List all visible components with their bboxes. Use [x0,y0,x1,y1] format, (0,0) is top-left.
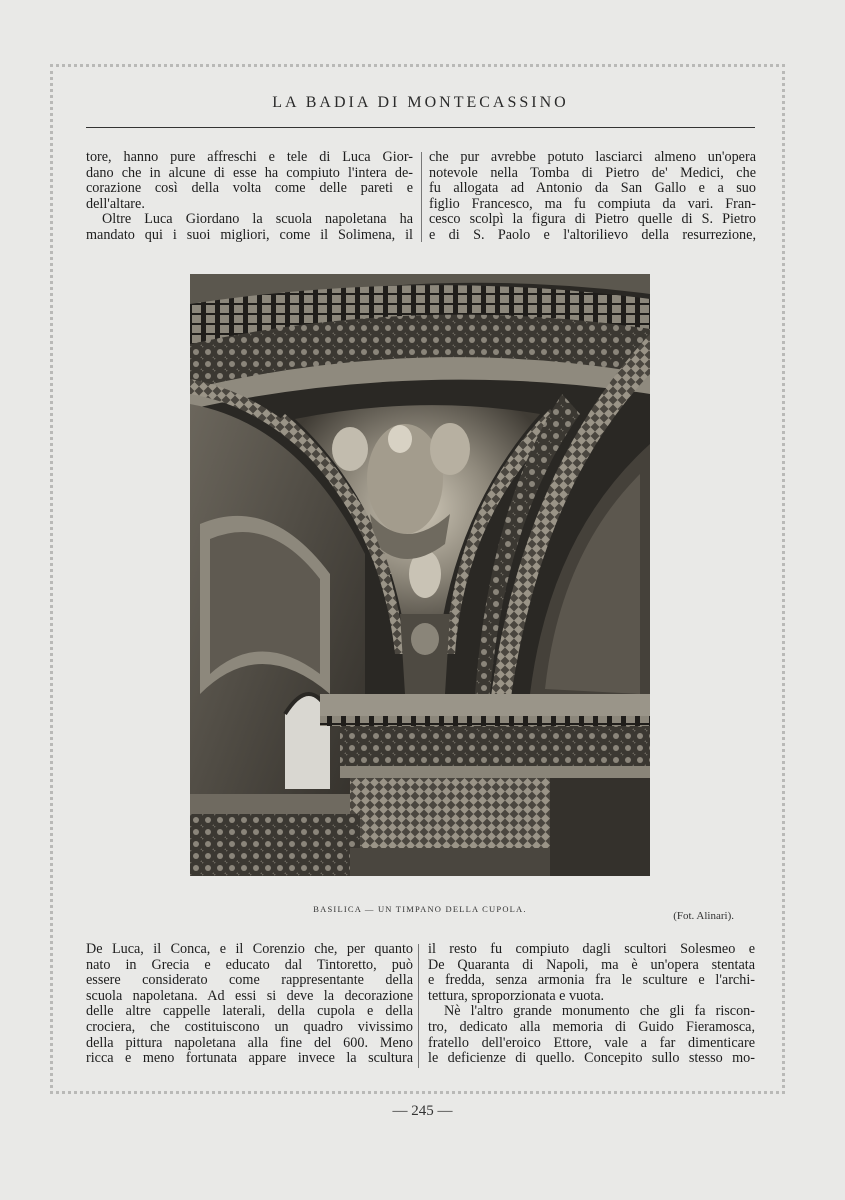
text-line: Nè l'altro grande monumento che gli fa riscon- [444,1003,755,1020]
text-line: scuola napoletana. Ad essi si deve la decorazione [86,987,413,1004]
text-line: fu allogata ad Antonio da San Gallo e a suo [429,180,756,197]
text-line: essere considerato come rappresentante della [86,972,413,989]
basilica-photograph [190,274,650,876]
bottom-right-column [428,942,755,1067]
text-line: dell'altare. [86,195,145,212]
text-line: tore, hanno pure affreschi e tele di Luca Gior- [86,149,413,165]
column-divider [421,152,422,242]
top-left-column [86,150,413,244]
running-title: LA BADIA DI MONTECASSINO [272,94,569,111]
text-line: e fredda, senza armonia fra le sculture e l'archi- [428,972,755,989]
page-number: — 245 — [392,1103,453,1119]
text-line: e di S. Paolo e l'altorilievo della resurrezione, [429,226,756,243]
paragraph [429,150,756,244]
text-line: tettura, sproporzionata e vuota. [428,987,605,1004]
text-line: De Luca, il Conca, e il Corenzio che, per quanto [86,941,413,957]
text-line: il resto fu compiuto dagli scultori Solesmeo e [428,941,755,957]
text-line: notevole nella Tomba di Pietro de' Medici, che [429,164,756,181]
text-line: della pittura napoletana alla fine del 600. Meno [86,1034,413,1051]
bottom-left-column [86,942,413,1067]
text-line: figlio Francesco, ma fu compiuta da vari. Fran- [429,195,756,212]
text-line: delle altre cappelle laterali, della cupola e della [86,1003,413,1020]
paragraph [86,150,413,212]
top-right-column [429,150,756,244]
text-line: De Quaranta di Napoli, ma è un'opera stentata [428,956,755,973]
text-line: Oltre Luca Giordano la scuola napoletana ha [102,211,413,228]
paragraph [86,942,413,1067]
text-line: dano che in alcune di esse ha compiuto l'intera de- [86,164,413,181]
title-rule [86,127,755,128]
text-line: nato in Grecia e educato dal Tintoretto, può [86,956,413,973]
text-line: crociera, che costituiscono un quadro vivissimo [86,1018,413,1035]
text-line: ricca e meno fortunata appare invece la scultura [86,1050,413,1067]
text-line: tro, dedicato alla memoria di Guido Fieramosca, [428,1018,755,1035]
paragraph [428,942,755,1004]
photo-credit: (Fot. Alinari). [673,910,734,922]
figure-caption: BASILICA — UN TIMPANO DELLA CUPOLA. [313,904,527,914]
text-line: che pur avrebbe potuto lasciarci almeno un'opera [429,149,756,165]
column-divider [418,944,419,1068]
text-line: corazione così della volta come delle pareti e [86,180,413,197]
text-line: fratello dell'eroico Ettore, vale a far dimenticare [428,1034,755,1051]
paragraph [86,212,413,243]
text-line: cesco scolpì la figura di Pietro quelle di S. Pietro [429,211,756,228]
text-line: mandato qui i suoi migliori, come il Solimena, il [86,226,413,243]
pendentive-image [190,274,650,876]
text-line: le deficienze di quello. Concepito sullo stesso mo- [428,1050,755,1067]
paragraph [428,1004,755,1066]
